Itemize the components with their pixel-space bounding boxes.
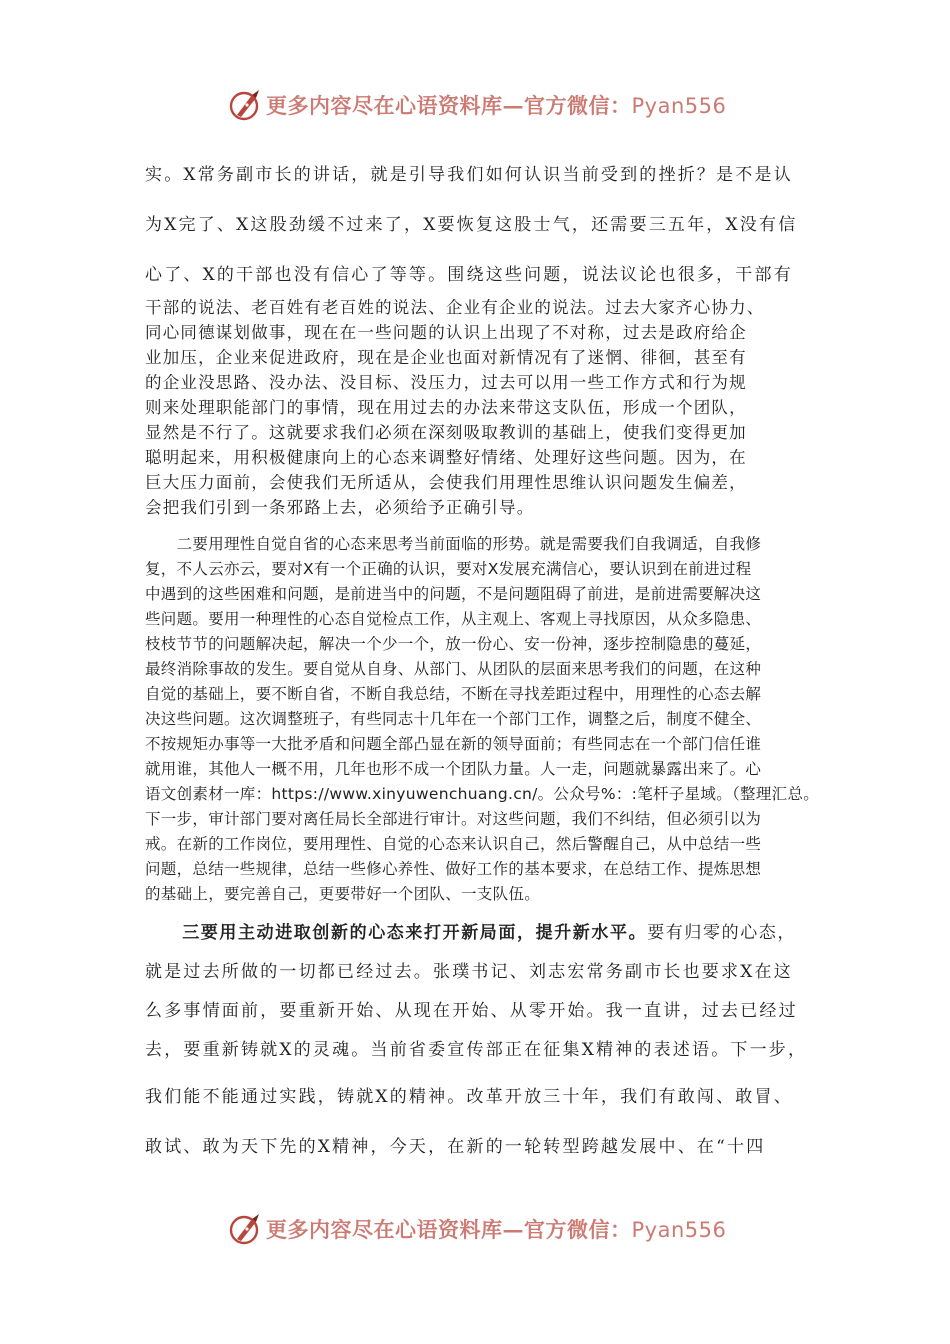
text-line: 就是过去所做的一切都已经过去。张璞书记、刘志宏常务副市长也要求X在这 (145, 962, 793, 982)
text-line: 聪明起来，用积极健康向上的心态来调整好情绪、处理好这些问题。因为，在 (145, 448, 747, 467)
text-line: 巨大压力面前，会使我们无所适从，会使我们用理性思维认识问题发生偏差， (145, 473, 747, 492)
text-line: 业加压，企业来促进政府，现在是企业也面对新情况有了迷惘、徘徊，甚至有 (145, 348, 747, 367)
text-line: 戒。在新的工作岗位，要用理性、自觉的心态来认识自己，然后警醒自己，从中总结一些 (145, 835, 762, 853)
text-line: 我们能不能通过实践，铸就X的精神。改革开放三十年，我们有敢闯、敢冒、 (145, 1087, 793, 1107)
text-line: 的企业没思路、没办法、没目标、没压力，过去可以用一些工作方式和行为规 (145, 373, 747, 392)
text-line: 同心同德谋划做事，现在在一些问题的认识上出现了不对称，过去是政府给企 (145, 323, 747, 342)
text-line: 显然是不行了。这就要求我们必须在深刻吸取教训的基础上，使我们变得更加 (145, 423, 747, 442)
text-line: 下一步，审计部门要对离任局长全部进行审计。对这些问题，我们不纠结，但必须引以为 (145, 810, 762, 828)
text-line: 心了、X的干部也没有信心了等等。围绕这些问题，说法议论也很多，干部有 (145, 265, 793, 285)
text-line: 二要用理性自觉自省的心态来思考当前面临的形势。就是需要我们自我调适，自我修 (145, 535, 762, 553)
text-line: 决这些问题。这次调整班子，有些同志十几年在一个部门工作，调整之后，制度不健全、 (145, 710, 762, 728)
text-line-with-link: 语文创素材一库：https://www.xinyuwenchuang.cn/。公众号%：:笔杆子星域。（整理汇总。 (145, 785, 820, 803)
text-line: 的基础上，要完善自己，更要带好一个团队、一支队伍。 (145, 885, 541, 903)
text-line: 敢试、敢为天下先的X精神，今天，在新的一轮转型跨越发展中、在“十四 (145, 1137, 766, 1157)
wechat-id: Pyan556 (631, 1218, 727, 1242)
text-line: 去，要重新铸就X的灵魂。当前省委宣传部正在征集X精神的表述语。下一步， (145, 1040, 808, 1060)
section-heading-line (145, 918, 805, 943)
text-line: 不按规矩办事等一大批矛盾和问题全部凸显在新的领导面前；有些同志在一个部门信任谁 (145, 735, 762, 753)
text-line: 就用谁，其他人一概不用，几年也形不成一个团队力量。人一走，问题就暴露出来了。心 (145, 760, 762, 778)
text-line: 干部的说法、老百姓有老百姓的说法、企业有企业的说法。过去大家齐心协力、 (145, 298, 765, 317)
text-line: 则来处理职能部门的事情，现在用过去的办法来带这支队伍，形成一个团队， (145, 398, 747, 417)
header-banner[interactable] (0, 86, 950, 126)
text-line: 实。X常务副市长的讲话，就是引导我们如何认识当前受到的挫折？是不是认 (145, 165, 793, 185)
text-line: 中遇到的这些困难和问题，是前进当中的问题，不是问题阻碍了前进，是前进需要解决这 (145, 585, 762, 603)
text-line: 些问题。要用一种理性的心态自觉检点工作，从主观上、客观上寻找原因，从众多隐患、 (145, 610, 762, 628)
banner-text (266, 90, 726, 120)
text-line: 为X完了、X这股劲缓不过来了，X要恢复这股士气，还需要三五年，X没有信 (145, 215, 798, 235)
banner-slogan: 更多内容尽在心语资料库—官方微信： (266, 1217, 632, 1242)
pen-nib-circle-icon (228, 1212, 262, 1246)
pen-nib-circle-icon (228, 88, 262, 122)
footer-banner[interactable] (0, 1210, 950, 1250)
heading-line-rest: 要有归零的心态， (647, 923, 797, 943)
text-line: 么多事情面前，要重新开始、从现在开始、从零开始。我一直讲，过去已经过 (145, 1001, 798, 1021)
text-line: 最终消除事故的发生。要自觉从自身、从部门、从团队的层面来思考我们的问题，在这种 (145, 660, 762, 678)
section-heading: 三要用主动进取创新的心态来打开新局面，提升新水平。 (145, 923, 648, 943)
text-line: 枝枝节节的问题解决起，解决一个少一个，放一份心、安一份神，逐步控制隐患的蔓延， (145, 635, 762, 653)
banner-slogan: 更多内容尽在心语资料库—官方微信： (266, 93, 632, 118)
text-line: 自觉的基础上，要不断自省，不断自我总结，不断在寻找差距过程中，用理性的心态去解 (145, 685, 762, 703)
text-line: 问题，总结一些规律，总结一些修心养性、做好工作的基本要求，在总结工作、提炼思想 (145, 860, 762, 878)
banner-text (266, 1214, 726, 1244)
wechat-id: Pyan556 (631, 94, 727, 118)
text-line: 复，不人云亦云，要对X有一个正确的认识，要对X发展充满信心，要认识到在前进过程 (145, 560, 752, 578)
text-line: 会把我们引到一条邪路上去，必须给予正确引导。 (145, 498, 535, 517)
